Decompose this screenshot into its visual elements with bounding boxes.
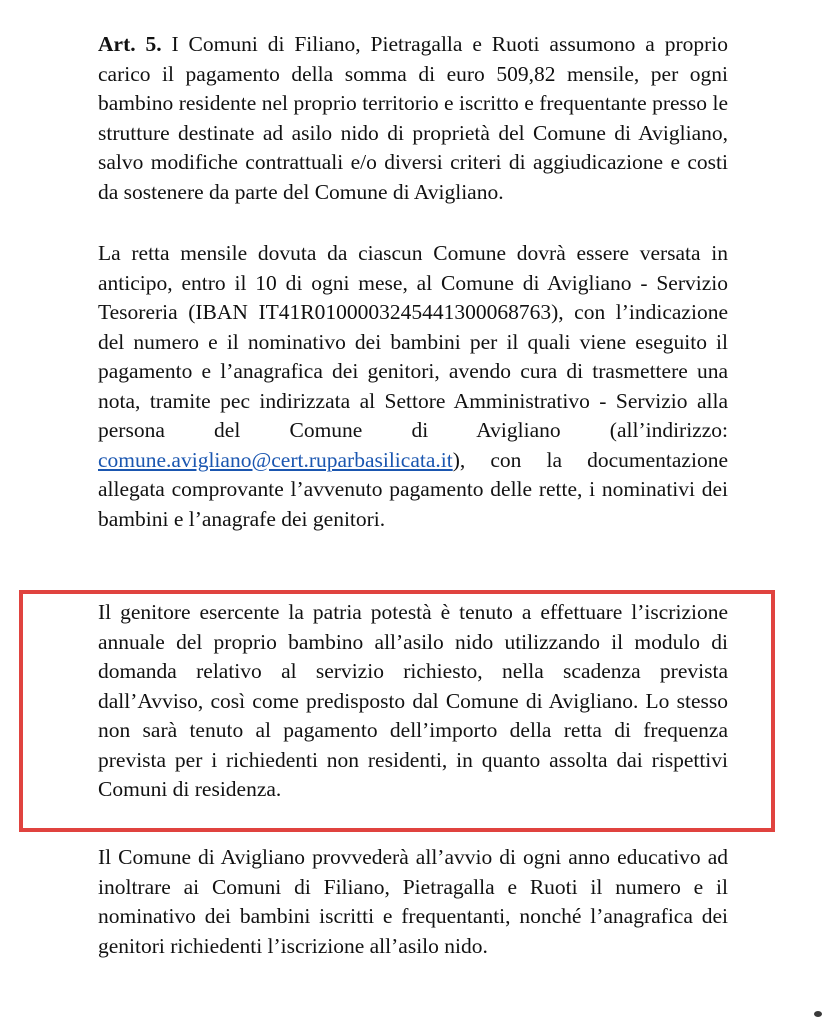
enrollment-paragraph <box>98 598 728 805</box>
communication-paragraph <box>98 843 728 961</box>
enrollment-text: Il genitore esercente la patria potestà è tenuto a effettuare l’iscrizione annuale del proprio bambino all’asilo nido utilizzando il modulo di domanda relativo al servizio richiesto, nella scadenza prevista dall’Avviso, così come predisposto dal Comune di Avigliano. Lo stesso non sarà tenuto al pagamento dell’importo della retta di frequenza prevista per i richiedenti non residenti, in quanto assolta dai rispettivi Comuni di residenza. <box>98 600 728 801</box>
payment-paragraph <box>98 239 728 534</box>
pec-email-link[interactable]: comune.avigliano@cert.ruparbasilicata.it <box>98 447 453 472</box>
article-label: Art. 5. <box>98 32 162 56</box>
corner-mark <box>814 1011 822 1017</box>
article-5-paragraph <box>98 30 728 207</box>
payment-text: La retta mensile dovuta da ciascun Comune dovrà essere versata in anticipo, entro il 10 di ogni mese, al Comune di Avigliano - Servizio Tesoreria (IBAN IT41R0100003245441300068763), con l’indicazione del numero e il nominativo dei bambini per il quali viene eseguito il pagamento e l’anagrafica dei genitori, avendo cura di trasmettere una nota, tramite pec indirizzata al Settore Amministrativo - Servizio alla persona del Comune di Avigliano (all’indirizzo: <box>98 241 728 442</box>
article-5-text: I Comuni di Filiano, Pietragalla e Ruoti assumono a proprio carico il pagamento della somma di euro 509,82 mensile, per ogni bambino residente nel proprio territorio e iscritto e frequentante presso le strutture destinate ad asilo nido di proprietà del Comune di Avigliano, salvo modifiche contrattuali e/o diversi criteri di aggiudicazione e costi da sostenere da parte del Comune di Avigliano. <box>98 32 729 204</box>
payment-text-continued: ), con la documentazione allegata comprovante l’avvenuto pagamento delle rette, i nominativi dei bambini e l’anagrafe dei genitori. <box>98 447 728 531</box>
communication-text: Il Comune di Avigliano provvederà all’avvio di ogni anno educativo ad inoltrare ai Comuni di Filiano, Pietragalla e Ruoti il numero e il nominativo dei bambini iscritti e frequentanti, nonché l’anagrafica dei genitori richiedenti l’iscrizione all’asilo nido. <box>98 845 728 958</box>
